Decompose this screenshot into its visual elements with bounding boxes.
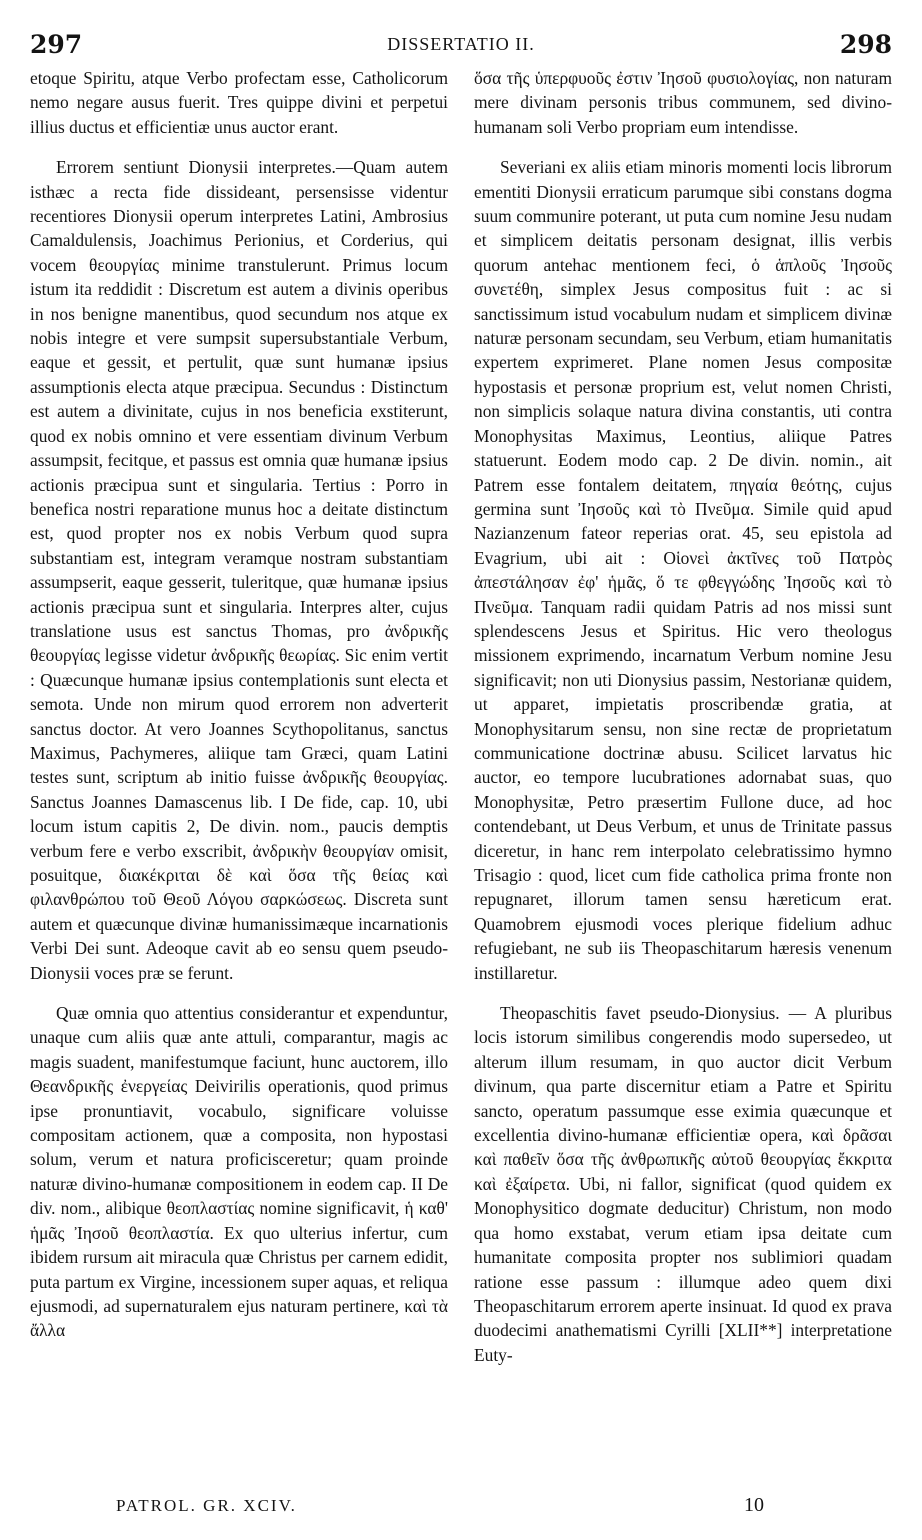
running-header (30, 30, 892, 66)
right-column (474, 66, 892, 1367)
left-paragraph-3: Quæ omnia quo attentius considerantur et expenduntur, unaque cum aliis quæ ante attuli, comparantur, magis ac magis suadent, manifestumque faciunt, hunc auctorem, illo Θεανδρικῆς ἐνεργείας Deivirilis operationis, quod primus ipse pronuntiavit, vocabulo, significare voluisse compositam actionem, quæ a composita, non hypostasi solum, verum et natura proficisceretur; quam proinde naturæ divino-humanæ compositionem in eodem cap. II De div. nom., alibique θεοπλαστίας nomine significavit, ἡ καθ' ἡμᾶς Ἰησοῦ θεοπλαστία. Ex quo ulterius infertur, cum ibidem rursum ait miracula quæ Christus per carnem edidit, puta partum ex Virgine, incessionem super aquas, et reliqua ejusmodi, ad supernaturalem ejus naturam pertinere, καὶ τὰ ἄλλα (30, 1003, 448, 1341)
running-title: DISSERTATIO II. (387, 34, 535, 54)
left-paragraph-1: etoque Spiritu, atque Verbo profectam esse, Catholicorum nemo negare ausus fuerit. Tres quippe divini et perpetui illius ductus et efficientiæ unus auctor erant. (30, 68, 448, 137)
left-column (30, 66, 448, 1343)
left-page-number: 297 (30, 30, 83, 59)
left-paragraph-2: Errorem sentiunt Dionysii interpretes.—Quam autem isthæc a recta fide dissideant, persensisse videntur recentiores Dionysii operum interpretes Latini, Ambrosius Camaldulensis, Joachimus Perionius, et Corderius, qui vocem θεουργίας minime transtulerunt. Primus locum istum ita reddidit : Discretum est autem a divinis operibus in nos benigne manentibus, quod secundum nos atque ex nobis integre et vere sumpsit supersubstantiale Verbum, eaque et gessit, et pertulit, quæ sunt humanæ ipsius assumptionis electa atque præcipua. Secundus : Distinctum est autem a divinitate, cujus in nos beneficia exstiterunt, quod ex nobis omnino et vere essentiam divinum Verbum assumpsit, fecitque, et passus est omnia quæ humanæ ipsius actionis præcipua sunt et singularia. Tertius : Porro in benefica nostri reparatione munus hoc a deitate distinctum est, quod propter nos ex nobis Verbum quod supra substantiam est, integram veramque nostram substantiam assumpserit, eaque gesserit, tuleritque, quæ humanæ ipsius actionis præcipua sunt et singularia. Interpres alter, cujus translatione usus est sanctus Thomas, pro ἀνδρικῆς θεουργίας legisse videtur ἀνδρικῆς θεωρίας. Sic enim vertit : Quæcunque humanæ ipsius contemplationis sunt electa et semota. Unde non mirum quod errorem non adverterit sanctus doctor. At vero Joannes Scythopolitanus, sanctus Maximus, Pachymeres, aliique tam Græci, quam Latini testes sunt, scriptum ab initio fuisse ἀνδρικῆς θεουργίας. Sanctus Joannes Damascenus lib. I De fide, cap. 10, ubi locum istum capitis 2, De divin. nom., paucis demptis verbum fere e verbo exscribit, ἀνδρικὴν θεουργίαν omisit, posuitque, διακέκριται δὲ καὶ ὅσα τῆς θείας καὶ φιλανθρώπου τοῦ Θεοῦ Λόγου σαρκώσεως. Discreta sunt autem et quæcunque divinæ humanissimæque incarnationis Verbi Dei sunt. Adeoque cavit ab eo sensu quem pseudo-Dionysii voces præ se ferunt. (30, 157, 448, 983)
footer-signature: PATROL. GR. XCIV. (116, 1496, 297, 1515)
right-paragraph-3: Theopaschitis favet pseudo-Dionysius. — A pluribus locis istorum similibus congerendis modo supersedeo, ut alterum illum resumam, in quo auctor dicit Verbum divinum, qua parte discernitur etiam a Patre et Spiritu sancto, operatum passumque esse eximia quæcunque et excellentia divino-humanæ efficientiæ opera, καὶ δρᾶσαι καὶ παθεῖν ὅσα τῆς ἀνθρωπικῆς αὐτοῦ θεουργίας ἔκκριτα καὶ ἐξαίρετα. Ubi, ni fallor, significat (quod quidem ex Monophysitico dogmate deducitur) Christum, non modo qua homo exstabat, verum etiam ipsa deitate cum humanitate composita propter nos sublimiori quadam ratione esse passum : illumque adeo quem dixi Theopaschitarum errorem aperte insinuat. Id quod ex prava duodecimi anathematismi Cyrilli [XLII**] interpretatione Euty- (474, 1003, 892, 1365)
right-paragraph-1: ὅσα τῆς ὑπερφυοῦς ἐστιν Ἰησοῦ φυσιολογίας, non naturam mere divinam personis tribus communem, sed divino-humanam soli Verbo propriam eum intendisse. (474, 68, 892, 137)
right-page-number: 298 (839, 30, 892, 59)
right-paragraph-2: Severiani ex aliis etiam minoris momenti locis librorum ementiti Dionysii erraticum parumque sibi constans dogma suum communire poterant, ut puta cum nomine Jesu nudam et simplicem deitatis personam designat, illis verbis quorum antehac mentionem feci, ὁ ἁπλοῦς Ἰησοῦς συνετέθη, simplex Jesus compositus fuit : ac si sanctissimum istud vocabulum nudam et simplicem divinæ naturæ personam secundam, seu Verbum, etiam humanitatis expertem exprimeret. Plane nomen Jesus compositæ hypostasis et personæ proprium est, velut nomen Christi, non simplicis solaque natura divina constantis, uti contra Monophysitas Maximus, Leontius, aliique Patres statuerunt. Eodem modo cap. 2 De divin. nomin., ait Patrem esse fontalem deitatem, πηγαία θεότης, cujus germina sunt Ἰησοῦς καὶ τὸ Πνεῦμα. Simile quid apud Nazianzenum fateor reperias orat. 45, seu epistola ad Evagrium, ubi ait : Οἱονεὶ ἀκτῖνες τοῦ Πατρὸς ἀπεστάλησαν ἐφ' ἡμᾶς, ὅ τε φθεγγώδης Ἰησοῦς καὶ τὸ Πνεῦμα. Tanquam radii quidam Patris ad nos missi sunt splendescens Jesus et Spiritus. Hic vero theologus missionem exprimendo, incarnatum Verbum nomine Jesu significavit; non uti Dionysius passim, Nestorianæ quidem, ut apparet, impietatis proscribendæ gratia, at Monophysitarum sensu, non sine rectæ de proprietatum communicatione doctrinæ abusu. Scilicet larvatus hic auctor, eo tempore lucubrationes adornabat suas, quo Monophysitæ, Petro præsertim Fullone duce, ad hoc contendebant, ut Deus Verbum, et unus de Trinitate passus diceretur, in hanc rem interpolato celebratissimo hymno Trisagio : quod, licet cum fide catholica prima fronte non repugnaret, illorum tamen sensu hæreticum erat. Quamobrem ejusmodi voces plerique fidelium adhuc refugiebant, ne sub iis Theopaschitarum hæresis venenum instillaretur. (474, 157, 892, 983)
footer-sheet-number: 10 (744, 1494, 764, 1516)
